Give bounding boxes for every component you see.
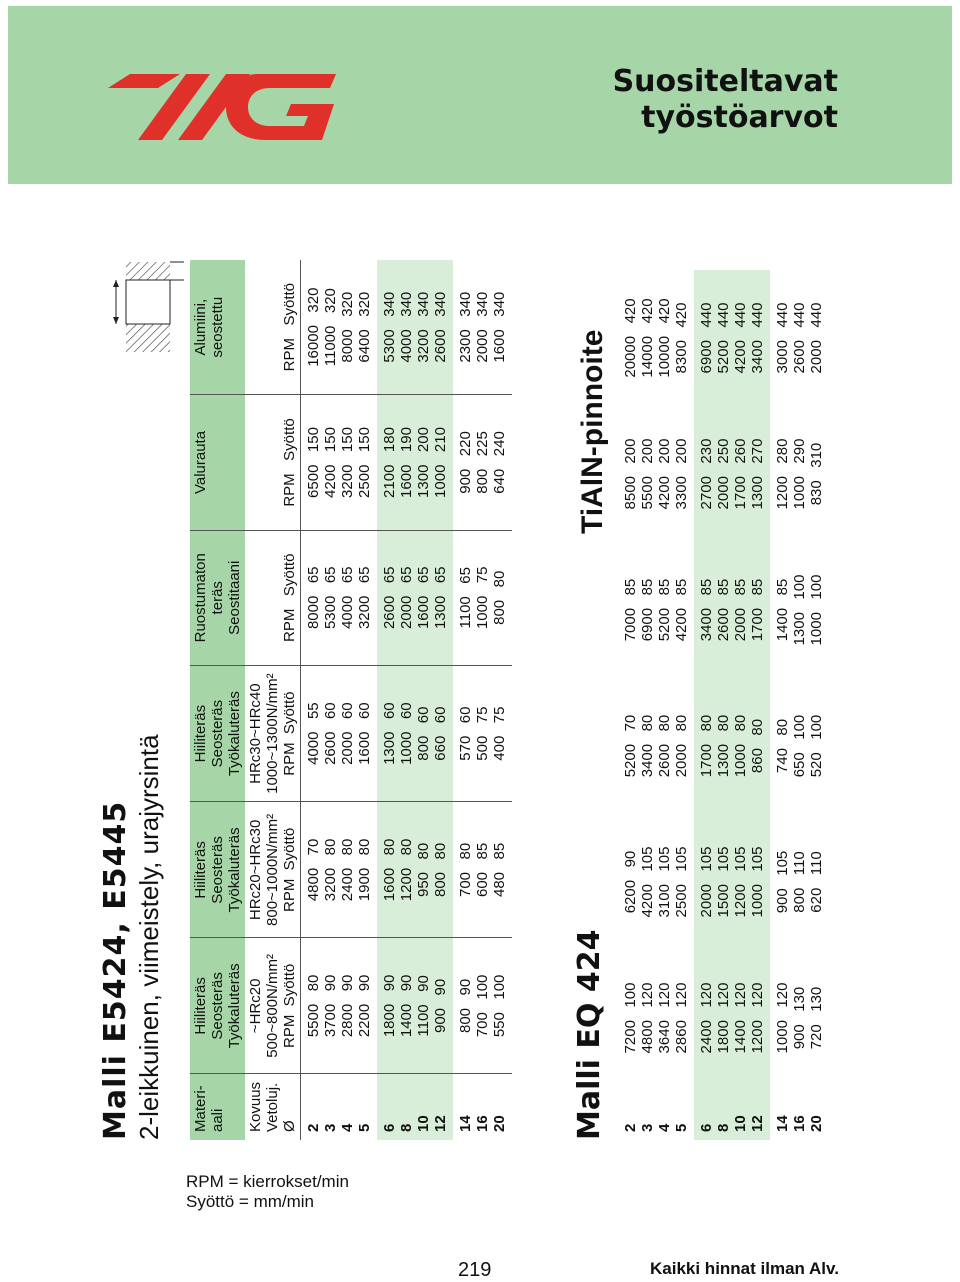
diameter-cell: 6 8 10 12 bbox=[377, 1074, 453, 1140]
heading-line-2: työstöarvot bbox=[641, 100, 838, 135]
value-cell: 7200 100 4800 120 3640 120 2860 120 bbox=[622, 982, 690, 1054]
value-cell: 1600 80 1200 80 950 80 800 80 bbox=[377, 802, 453, 938]
value-cell: 1800 90 1400 90 1100 90 900 90 bbox=[377, 938, 453, 1074]
value-cell: 1000 120 900 130 720 130 bbox=[774, 982, 825, 1054]
header-text: Hiiliteräs Seosteräs Työkaluteräs bbox=[192, 691, 243, 777]
header-col bbox=[190, 938, 245, 1074]
value-cell: 6500 150 4200 150 3200 150 2500 150 bbox=[301, 395, 378, 530]
table-header-row bbox=[190, 260, 245, 1140]
table-row-group bbox=[377, 260, 453, 1140]
value-cell: 800 90 700 100 550 100 bbox=[453, 938, 512, 1074]
subheader-cell bbox=[245, 1074, 301, 1140]
subheader-text: HRc30~HRc40 1000~1300N/mm² RPM Syöttö bbox=[247, 673, 298, 794]
diameter-cell: 6 8 10 12 bbox=[698, 1115, 766, 1132]
cutting-data-table-1 bbox=[190, 260, 512, 1140]
coating-label: TiAlN-pinnoite bbox=[576, 329, 609, 534]
table-row-group bbox=[770, 270, 829, 1140]
value-cell: 570 60 500 75 400 75 bbox=[453, 665, 512, 801]
value-cell: 5300 340 4000 340 3200 340 2600 340 bbox=[381, 291, 449, 363]
header-text: Hiiliteräs Seosteräs Työkaluteräs bbox=[192, 827, 243, 913]
value-cell: 1100 65 1000 75 800 80 bbox=[453, 530, 512, 665]
page-heading bbox=[613, 64, 838, 136]
value-cell: 2700 230 2000 250 1700 260 1300 270 bbox=[698, 438, 766, 510]
main-subtitle: 2-leikkuinen, viimeistely, urajyrsintä bbox=[134, 734, 164, 1140]
subheader-cell bbox=[245, 665, 301, 801]
main-title: Malli E5424, E5445 bbox=[98, 800, 133, 1140]
value-cell: 1200 280 1000 290 830 310 bbox=[774, 438, 825, 510]
header-col bbox=[190, 802, 245, 938]
value-cell: 740 80 650 100 520 100 bbox=[774, 714, 825, 778]
header-text: Ruostumaton teräs Seostitaani bbox=[192, 553, 243, 643]
rotated-content bbox=[98, 260, 825, 1140]
header-band bbox=[8, 6, 952, 184]
value-cell: 1700 80 1300 80 1000 80 860 80 bbox=[698, 714, 766, 778]
value-cell: 6900 440 5200 440 4200 440 3400 440 bbox=[698, 302, 766, 374]
section-2-title: Malli EQ 424 bbox=[572, 929, 607, 1140]
value-cell: 2000 105 1500 105 1200 105 1000 105 bbox=[698, 846, 766, 918]
header-col bbox=[190, 530, 245, 665]
value-cell: 2600 65 2000 65 1600 65 1300 65 bbox=[377, 530, 453, 665]
value-cell: 20000 420 14000 420 10000 420 8300 420 bbox=[622, 298, 690, 378]
legend bbox=[186, 1172, 349, 1212]
value-cell: 4000 55 2600 60 2000 60 1600 60 bbox=[301, 665, 378, 801]
legend-feed: Syöttö = mm/min bbox=[186, 1192, 315, 1211]
value-cell: 6200 90 4200 105 3100 105 2500 105 bbox=[622, 846, 690, 918]
cutting-data-table-2 bbox=[618, 270, 829, 1140]
diameter-cell: 2 3 4 5 bbox=[622, 1123, 690, 1132]
yg-logo bbox=[108, 54, 338, 144]
price-note: Kaikki hinnat ilman Alv. bbox=[650, 1259, 839, 1278]
value-cell: 5500 80 3700 90 2800 90 2200 90 bbox=[301, 938, 378, 1074]
value-cell: 3000 440 2600 440 2000 440 bbox=[774, 302, 825, 374]
subheader-cell bbox=[245, 530, 301, 665]
value-cell: 8000 65 5300 65 4000 65 3200 65 bbox=[301, 530, 378, 665]
subheader-text: HRc20~HRc30 800~1000N/mm² RPM Syöttö bbox=[247, 813, 298, 926]
value-cell: 900 220 800 225 640 240 bbox=[453, 395, 512, 530]
subheader-cell bbox=[245, 260, 301, 395]
diameter-cell: 14 16 20 bbox=[453, 1074, 512, 1140]
header-text: Materi- aali bbox=[192, 1085, 226, 1132]
subheader-text: ~HRc20 500~800N/mm² RPM Syöttö bbox=[247, 953, 298, 1058]
page-number: 219 bbox=[458, 1259, 492, 1281]
value-cell: 8500 200 5500 200 4200 200 3300 200 bbox=[622, 438, 690, 510]
legend-rpm: RPM = kierrokset/min bbox=[186, 1172, 349, 1191]
value-cell: 2100 180 1600 190 1300 200 1000 210 bbox=[377, 395, 453, 530]
diameter-cell: 2 3 4 5 bbox=[301, 1074, 378, 1140]
table-subheader-row bbox=[245, 260, 301, 1140]
value-cell: 5200 70 3400 80 2600 80 2000 80 bbox=[622, 714, 690, 778]
header-material bbox=[190, 1074, 245, 1140]
subheader-text: RPM Syöttö bbox=[281, 418, 298, 507]
table-row-group bbox=[694, 270, 770, 1140]
subheader-text: Kovuus Vetoluj. Ø bbox=[247, 1081, 298, 1132]
table-row-group bbox=[618, 270, 694, 1140]
subheader-text: RPM Syöttö bbox=[281, 283, 298, 372]
subheader-cell bbox=[245, 938, 301, 1074]
value-cell: 7000 85 6900 85 5200 85 4200 85 bbox=[622, 578, 690, 642]
header-col bbox=[190, 395, 245, 530]
header-text: Alumiini, seostettu bbox=[192, 296, 226, 358]
table-row-group bbox=[301, 260, 378, 1140]
header-text: Valurauta bbox=[192, 430, 209, 495]
value-cell: 3400 85 2600 85 2000 85 1700 85 bbox=[698, 578, 766, 642]
value-cell: 16000 320 11000 320 8000 320 6400 320 bbox=[305, 287, 373, 367]
value-cell: 1400 85 1300 100 1000 100 bbox=[774, 574, 825, 646]
value-cell: 2400 120 1800 120 1400 120 1200 120 bbox=[698, 982, 766, 1054]
heading-line-1: Suositeltavat bbox=[612, 64, 838, 99]
header-col bbox=[190, 665, 245, 801]
value-cell: 900 105 800 110 620 110 bbox=[774, 850, 825, 914]
subheader-cell bbox=[245, 395, 301, 530]
diameter-cell: 14 16 20 bbox=[774, 1115, 825, 1132]
subheader-text: RPM Syöttö bbox=[281, 553, 298, 642]
value-cell: 700 80 600 85 480 85 bbox=[453, 802, 512, 938]
value-cell: 1300 60 1000 60 800 60 660 60 bbox=[377, 665, 453, 801]
value-cell: 4800 70 3200 80 2400 80 1900 80 bbox=[301, 802, 378, 938]
value-cell: 2300 340 2000 340 1600 340 bbox=[457, 291, 508, 363]
subheader-cell bbox=[245, 802, 301, 938]
table-row-group bbox=[453, 260, 512, 1140]
header-text: Hiiliteräs Seosteräs Työkaluteräs bbox=[192, 963, 243, 1049]
header-col bbox=[190, 260, 245, 395]
